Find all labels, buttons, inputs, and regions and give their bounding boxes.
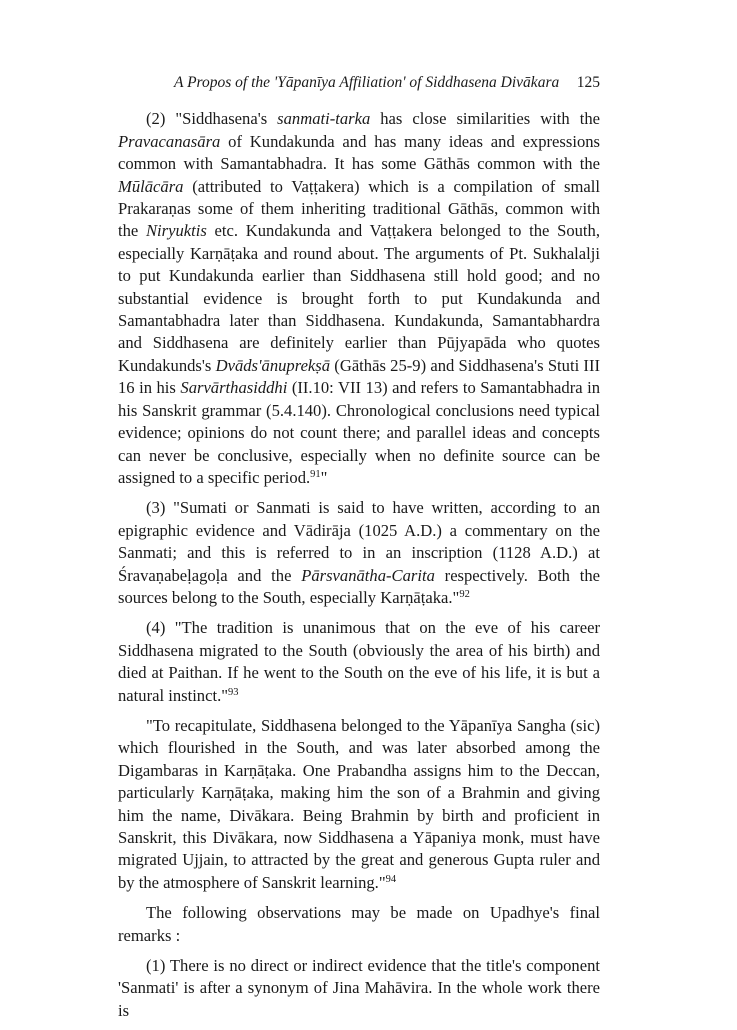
italic-term: Sarvārthasiddhi — [180, 378, 288, 398]
text-run: (attributed to Vaṭṭakera) which is a compilation of small Prakaraṇas some of them inheriting traditional Gāthās, common with the — [118, 176, 600, 241]
paragraph-4 — [118, 617, 600, 707]
italic-term: Mūlācāra — [118, 176, 184, 196]
footnote-ref: 93 — [228, 686, 239, 698]
italic-term: Niryuktis — [145, 221, 207, 241]
text-run: "To recapitulate, Siddhasena belonged to the Yāpanīya Sangha (sic) which flourished in the South, and was later absorbed among the Digambaras in Karṇāṭaka. One Prabandha assigns him to the Deccan, particularly Karṇāṭaka, making him the son of a Brahmin and giving him the name, Divākara. Being Brahmin by birth and proficient in Sanskrit, this Divākara, now Siddhasena a Yāpaniya monk, must have migrated Ujjain, to attracted by the great and generous Gupta ruler and by the atmosphere of Sanskrit learning." — [118, 715, 600, 892]
paragraph-recapitulate — [118, 715, 600, 894]
text-run: (II.10: VII 13) and refers to Samantabhadra in his Sanskrit grammar (5.4.140). Chronological conclusions need typical evidence; opinions do not count there; and parallel ideas and concepts can never be conclusive, especially when no definite source can be assigned to a specific period. — [118, 378, 601, 487]
italic-term: Pravacanasāra — [118, 131, 221, 151]
text-run: (3) "Sumati or Sanmati is said to have written, according to an epigraphic evidence and Vādirāja (1025 A.D.) a commentary on the Sanmati; and this is referred to in an inscription (1128 A.D.) at Śravaṇabeḷagoḷa and the — [118, 498, 600, 585]
footnote-ref: 94 — [385, 873, 397, 885]
text-run: (2) "Siddhasena's — [146, 109, 278, 129]
text-run: The following observations may be made on Upadhye's final remarks : — [118, 903, 600, 945]
text-run: etc. Kundakunda and Vaṭṭakera belonged to the South, especially Karṇāṭaka and round about. The arguments of Pt. Sukhalalji to put Kundakunda earlier than Siddhasena still hold good; and no substantial evidence is brought forth to put Kundakunda and Samantabhadra later than Siddhasena. Kundakunda, Samantabhardra and Siddhasena are definitely earlier than Pūjyapāda who quotes Kundakunds's — [118, 221, 600, 375]
italic-term: sanmati-tarka — [277, 109, 371, 129]
page-number: 125 — [576, 74, 600, 91]
footnote-ref: 91 — [310, 468, 321, 480]
document-page — [118, 72, 600, 1030]
text-run: " — [320, 467, 328, 487]
text-run: (Gāthās 25-9) and Siddhasena's Stuti III 16 in his — [118, 355, 601, 398]
italic-term: Pārsvanātha-Carita — [301, 565, 435, 585]
text-run: respectively. Both the sources belong to the South, especially Karṇāṭaka." — [118, 565, 600, 607]
text-run: (1) There is no direct or indirect evidence that the title's component 'Sanmati' is after a synonym of Jina Mahāvira. In the whole work there is — [118, 956, 600, 1020]
paragraph-1-observation — [118, 955, 600, 1022]
running-title: A Propos of the 'Yāpanīya Affiliation' of Siddhasena Divākara — [174, 74, 560, 91]
text-run: of Kundakunda and has many ideas and expressions common with Samantabhadra. It has some Gāthās common with the — [118, 131, 600, 174]
italic-term: Dvāds'ānuprekṣā — [215, 355, 331, 375]
footnote-ref: 92 — [459, 588, 470, 600]
running-header — [174, 72, 600, 94]
paragraph-3 — [118, 497, 600, 609]
paragraph-observations — [118, 902, 600, 947]
paragraph-2 — [118, 108, 600, 489]
text-run: (4) "The tradition is unanimous that on the eve of his career Siddhasena migrated to the South (obviously the area of his birth) and died at Paithan. If he went to the South on the eve of his life, it is but a natural instinct." — [118, 618, 600, 705]
text-run: has close similarities with the — [370, 109, 600, 129]
